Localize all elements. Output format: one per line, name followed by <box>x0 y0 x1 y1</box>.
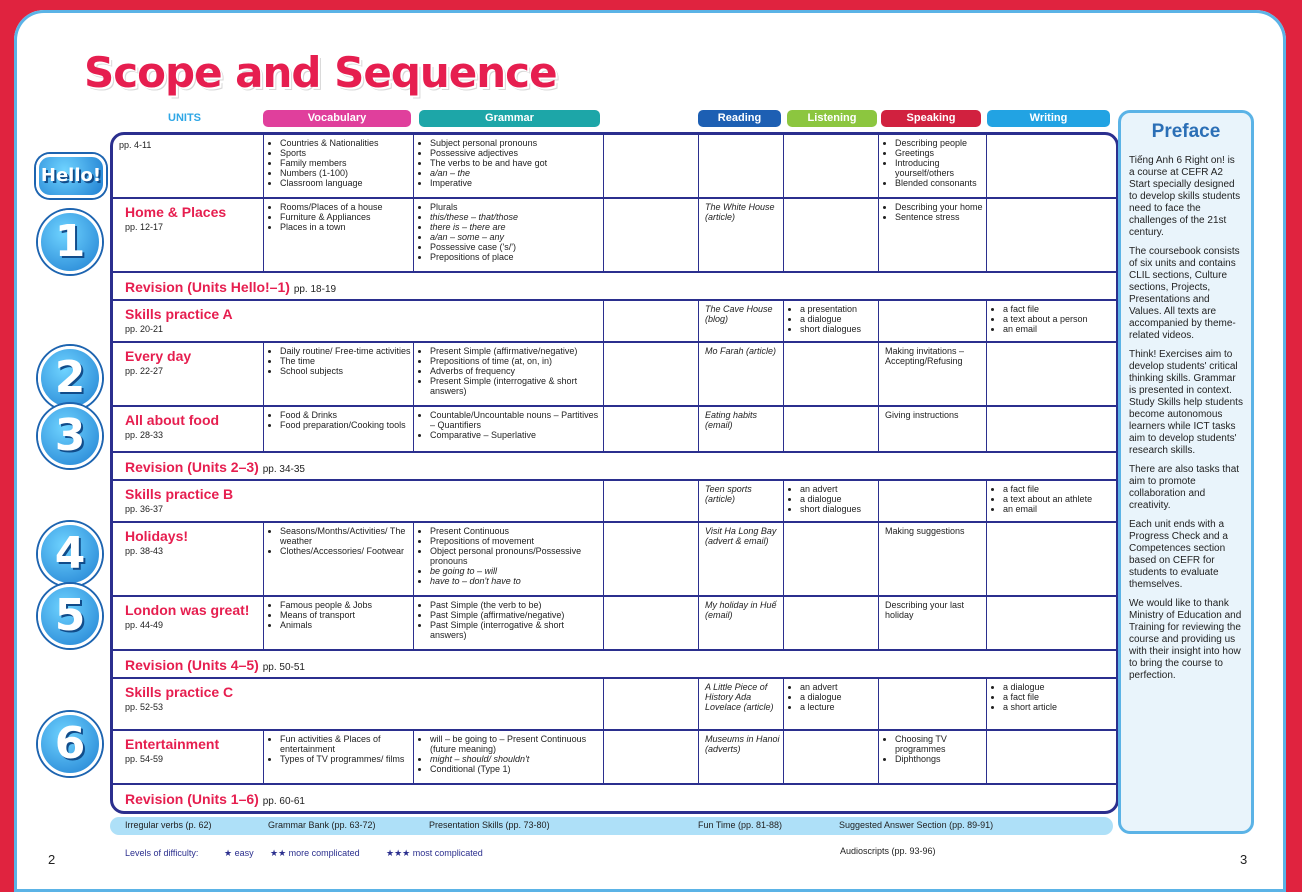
list-item: • Present Simple (affirmative/negative) <box>430 346 603 356</box>
list-item: • will – be going to – Present Continuous (future meaning) <box>430 734 603 754</box>
list-item: • a presentation <box>800 304 878 314</box>
table-row-revision <box>113 451 1116 481</box>
unit-name: All about food <box>125 412 220 428</box>
list-item: • Subject personal pronouns <box>430 138 603 148</box>
unit-badge-1: 1 <box>38 210 102 274</box>
list-item: • Famous people & Jobs <box>280 600 413 610</box>
list-item: • Describing people <box>895 138 986 148</box>
reading-text: Eating habits (email) <box>698 407 783 453</box>
preface-paragraph: Think! Exercises aim to develop students' critical thinking skills. Grammar is presented in context. Study Skills help students become autonomous learners while ICT tasks aim to develop students' research skills. <box>1129 349 1243 456</box>
reading-text: Teen sports (article) <box>698 481 783 523</box>
table-row <box>113 341 1116 407</box>
table-row <box>113 405 1116 453</box>
list-item: • Present Simple (interrogative & short answers) <box>430 376 603 396</box>
unit-pages: pp. 54-59 <box>125 754 164 764</box>
grammar-bank-link: Grammar Bank (pp. 63-72) <box>268 820 376 830</box>
unit-pages: pp. 22-27 <box>125 366 164 376</box>
unit-pages: pp. 28-33 <box>125 430 164 440</box>
list-item: • have to – don't have to <box>430 576 603 586</box>
list-item: • Clothes/Accessories/ Footwear <box>280 546 413 556</box>
list-item: • The verbs to be and have got <box>430 158 603 168</box>
list-item: • a fact file <box>1003 484 1116 494</box>
list-item: • Furniture & Appliances <box>280 212 413 222</box>
table-row <box>113 521 1116 597</box>
list-item: • Daily routine/ Free-time activities <box>280 346 413 356</box>
list-item: • short dialogues <box>800 324 878 334</box>
unit-pages: pp. 38-43 <box>125 546 164 556</box>
reading-text: The White House (article) <box>698 199 783 273</box>
list-item: • Numbers (1-100) <box>280 168 413 178</box>
preface-panel <box>1118 110 1254 834</box>
list-item: • Diphthongs <box>895 754 986 764</box>
reading-text: Visit Ha Long Bay (advert & email) <box>698 523 783 597</box>
list-item: • Imperative <box>430 178 603 188</box>
reading-header: Reading <box>698 110 781 127</box>
scope-table <box>110 132 1119 814</box>
list-item: • Places in a town <box>280 222 413 232</box>
presentation-skills-link: Presentation Skills (pp. 73-80) <box>429 820 550 830</box>
table-row-revision <box>113 271 1116 301</box>
audioscripts-link: Audioscripts (pp. 93-96) <box>840 846 936 856</box>
list-item: • Past Simple (affirmative/negative) <box>430 610 603 620</box>
reading-text: Museums in Hanoi (adverts) <box>698 731 783 785</box>
list-item: • Choosing TV programmes <box>895 734 986 754</box>
revision-label: Revision (Units 2–3) <box>125 459 259 475</box>
reading-text: Mo Farah (article) <box>698 343 783 407</box>
grammar-header: Grammar <box>419 110 600 127</box>
preface-paragraph: Each unit ends with a Progress Check and a Competences section based on CEFR for students to evaluate themselves. <box>1129 519 1228 590</box>
unit-pages: pp. 12-17 <box>125 222 164 232</box>
fun-time-link: Fun Time (pp. 81-88) <box>698 820 783 830</box>
irregular-verbs-link: Irregular verbs (p. 62) <box>125 820 212 830</box>
difficulty-most: ★★★ most complicated <box>386 848 483 858</box>
units-header: UNITS <box>168 112 201 124</box>
list-item: • be going to – will <box>430 566 603 576</box>
list-item: • a dialogue <box>800 494 878 504</box>
list-item: • Prepositions of place <box>430 252 603 262</box>
table-row <box>113 479 1116 523</box>
unit-pages: pp. 4-11 <box>119 140 152 150</box>
writing-header: Writing <box>987 110 1110 127</box>
unit-pages: pp. 44-49 <box>125 620 164 630</box>
page-number-left: 2 <box>48 852 56 867</box>
list-item: • Types of TV programmes/ films <box>280 754 413 764</box>
list-item: • Adverbs of frequency <box>430 366 603 376</box>
preface-paragraph: Tiếng Anh 6 Right on! is a course at CEFR A2 Start specially designed to develop skills students need to face the challenges of the 21st century. <box>1129 155 1241 238</box>
list-item: • Past Simple (interrogative & short answers) <box>430 620 603 640</box>
speaking-text: Making suggestions <box>878 523 986 597</box>
table-row-revision <box>113 649 1116 679</box>
list-item: • a fact file <box>1003 304 1116 314</box>
reading-text: The Cave House (blog) <box>698 301 783 343</box>
unit-name: London was great! <box>125 602 250 618</box>
preface-title: Preface <box>1151 121 1221 142</box>
list-item: • a/an – some – any <box>430 232 603 242</box>
list-item: • a short article <box>1003 702 1116 712</box>
speaking-text: Describing your last holiday <box>878 597 986 651</box>
unit-badge-5: 5 <box>38 584 102 648</box>
list-item: • short dialogues <box>800 504 878 514</box>
list-item: • Fun activities & Places of entertainment <box>280 734 413 754</box>
list-item: • Present Continuous <box>430 526 603 536</box>
table-row <box>113 135 1116 197</box>
list-item: • there is – there are <box>430 222 603 232</box>
preface-paragraph: The coursebook consists of six units and contains CLIL sections, Culture sections, Projects, Presentations and Values. All texts are accompanied by theme-related videos. <box>1129 246 1240 341</box>
unit-name: Every day <box>125 348 192 364</box>
table-row <box>113 595 1116 651</box>
list-item: • a dialogue <box>1003 682 1116 692</box>
list-item: • Prepositions of movement <box>430 536 603 546</box>
revision-pages: pp. 34-35 <box>262 464 305 475</box>
list-item: • Greetings <box>895 148 986 158</box>
list-item: • a text about an athlete <box>1003 494 1116 504</box>
list-item: • Rooms/Places of a house <box>280 202 413 212</box>
list-item: • Object personal pronouns/Possessive pronouns <box>430 546 603 566</box>
list-item: • Sentence stress <box>895 212 986 222</box>
list-item: • this/these – that/those <box>430 212 603 222</box>
page-number-right: 3 <box>1240 852 1248 867</box>
list-item: • a dialogue <box>800 314 878 324</box>
unit-badge-3: 3 <box>38 404 102 468</box>
list-item: • The time <box>280 356 413 366</box>
list-item: • Past Simple (the verb to be) <box>430 600 603 610</box>
unit-badge-hello: Hello! <box>36 154 106 198</box>
unit-badge-4: 4 <box>38 522 102 586</box>
table-row <box>113 677 1116 731</box>
speaking-header: Speaking <box>881 110 981 127</box>
listening-header: Listening <box>787 110 877 127</box>
difficulty-legend-label: Levels of difficulty: <box>125 848 199 858</box>
list-item: • Food preparation/Cooking tools <box>280 420 413 430</box>
unit-name: Skills practice B <box>125 486 234 502</box>
list-item: • Animals <box>280 620 413 630</box>
list-item: • Conditional (Type 1) <box>430 764 603 774</box>
list-item: • Comparative – Superlative <box>430 430 603 440</box>
vocabulary-header: Vocabulary <box>263 110 411 127</box>
unit-pages: pp. 36-37 <box>125 504 164 514</box>
list-item: • Seasons/Months/Activities/ The weather <box>280 526 413 546</box>
list-item: • Plurals <box>430 202 603 212</box>
list-item: • an advert <box>800 682 878 692</box>
preface-paragraph: There are also tasks that aim to promote collaboration and creativity. <box>1129 464 1240 511</box>
revision-pages: pp. 60-61 <box>262 796 305 807</box>
list-item: • Food & Drinks <box>280 410 413 420</box>
table-row <box>113 197 1116 273</box>
list-item: • Possessive adjectives <box>430 148 603 158</box>
unit-pages: pp. 52-53 <box>125 702 164 712</box>
list-item: • a dialogue <box>800 692 878 702</box>
reading-text: My holiday in Huế (email) <box>698 597 783 651</box>
list-item: • Possessive case ('s/') <box>430 242 603 252</box>
unit-name: Entertainment <box>125 736 220 752</box>
list-item: • a text about a person <box>1003 314 1116 324</box>
list-item: • Classroom language <box>280 178 413 188</box>
list-item: • Describing your home <box>895 202 986 212</box>
list-item: • might – should/ shouldn't <box>430 754 603 764</box>
unit-name: Home & Places <box>125 204 227 220</box>
difficulty-more: ★★ more complicated <box>270 848 360 858</box>
revision-pages: pp. 50-51 <box>262 662 305 673</box>
list-item: • Family members <box>280 158 413 168</box>
list-item: • Means of transport <box>280 610 413 620</box>
revision-label: Revision (Units Hello!–1) <box>125 279 290 295</box>
list-item: • Blended consonants <box>895 178 986 188</box>
list-item: • a fact file <box>1003 692 1116 702</box>
list-item: • Countable/Uncountable nouns – Partitives – Quantifiers <box>430 410 603 430</box>
list-item: • Introducing yourself/others <box>895 158 986 178</box>
table-row <box>113 729 1116 785</box>
revision-label: Revision (Units 4–5) <box>125 657 259 673</box>
unit-badge-2: 2 <box>38 346 102 410</box>
revision-pages: pp. 18-19 <box>293 284 337 295</box>
unit-pages: pp. 20-21 <box>125 324 164 334</box>
list-item: • School subjects <box>280 366 413 376</box>
table-row-revision <box>113 783 1116 813</box>
unit-name: Holidays! <box>125 528 189 544</box>
unit-name: Skills practice C <box>125 684 234 700</box>
answer-section-link: Suggested Answer Section (pp. 89-91) <box>839 820 994 830</box>
list-item: • an advert <box>800 484 878 494</box>
speaking-text: Making invitations – Accepting/Refusing <box>878 343 986 407</box>
list-item: • a/an – the <box>430 168 603 178</box>
list-item: • Sports <box>280 148 413 158</box>
page-title: Scope and Sequence <box>84 48 557 97</box>
unit-badge-6: 6 <box>38 712 102 776</box>
reading-text: A Little Piece of History Ada Lovelace (article) <box>698 679 783 731</box>
unit-name: Skills practice A <box>125 306 233 322</box>
preface-paragraph: We would like to thank Ministry of Education and Training for reviewing the course and providing us with their insight into how to bring the course to perfection. <box>1129 598 1242 681</box>
list-item: • Prepositions of time (at, on, in) <box>430 356 603 366</box>
list-item: • Countries & Nationalities <box>280 138 413 148</box>
appendix-bar <box>110 817 1113 835</box>
list-item: • an email <box>1003 504 1116 514</box>
list-item: • a lecture <box>800 702 878 712</box>
table-row <box>113 299 1116 343</box>
speaking-text: Giving instructions <box>878 407 986 453</box>
revision-label: Revision (Units 1–6) <box>125 791 259 807</box>
list-item: • an email <box>1003 324 1116 334</box>
difficulty-easy: ★ easy <box>224 848 254 858</box>
